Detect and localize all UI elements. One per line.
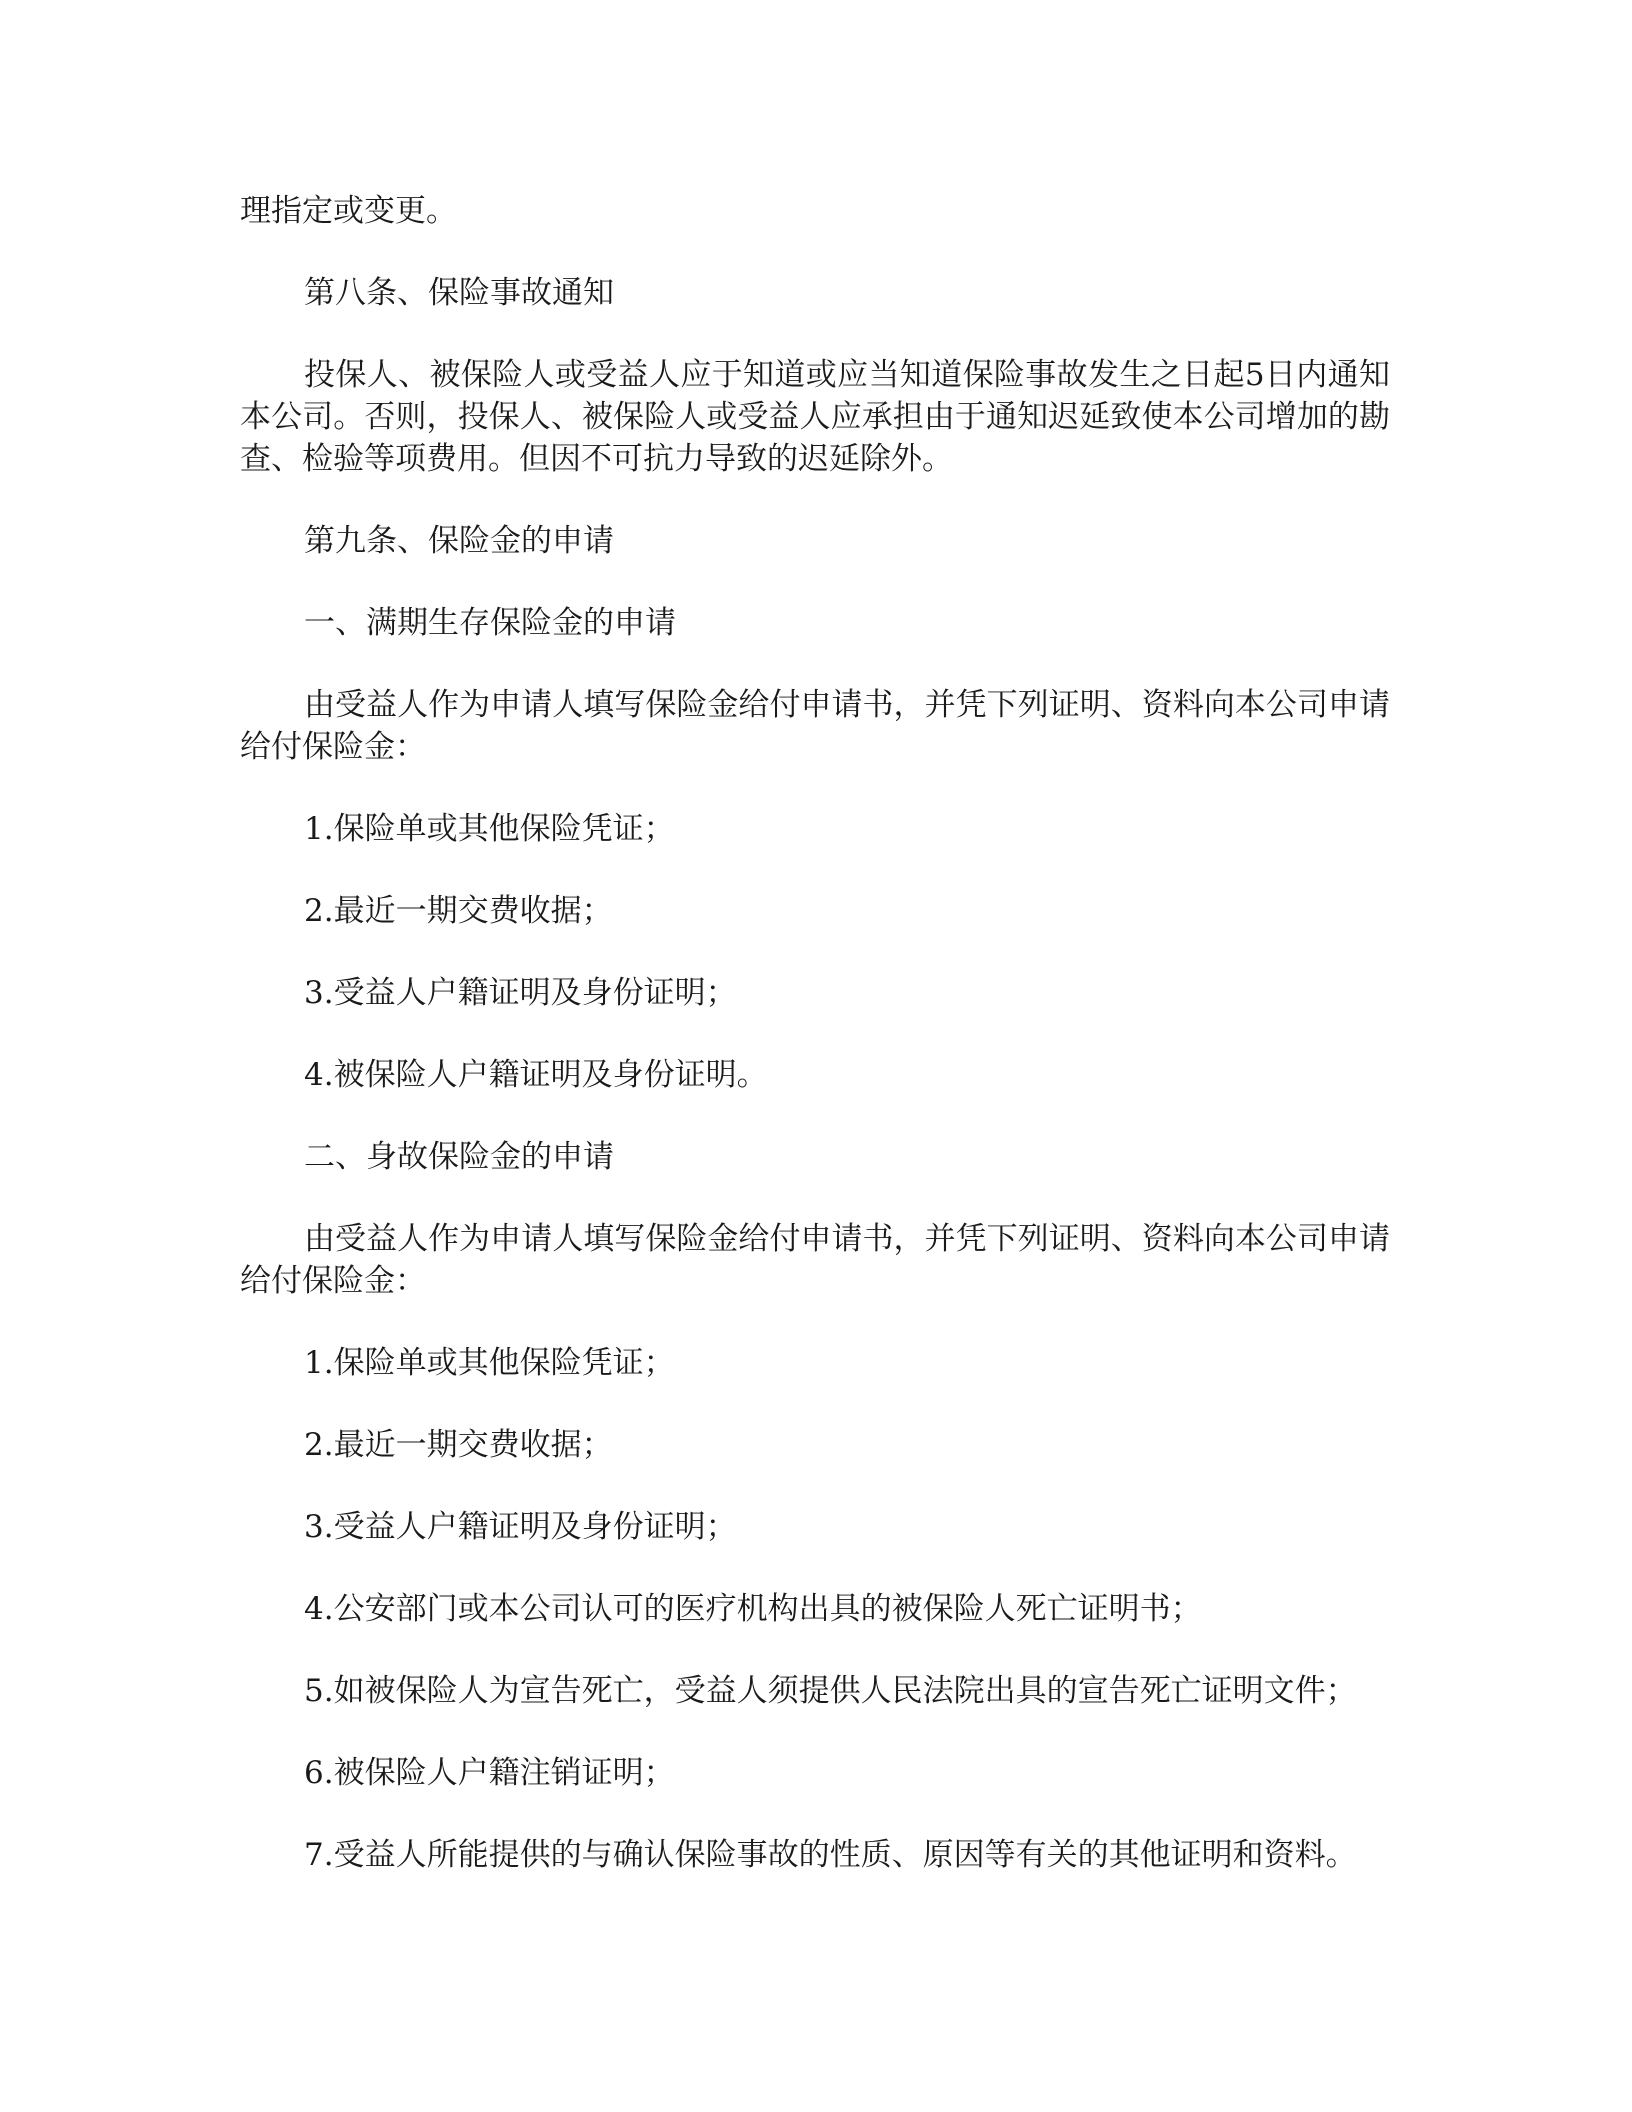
section-1-item-4: 4.被保险人户籍证明及身份证明。: [304, 1057, 768, 1093]
paragraph-continuation: 理指定或变更。: [240, 193, 457, 229]
section-2-item-5: 5.如被保险人为宣告死亡，受益人须提供人民法院出具的宣告死亡证明文件；: [304, 1673, 1357, 1709]
article-9-heading: 第九条、保险金的申请: [304, 523, 614, 559]
section-2-item-1: 1.保险单或其他保险凭证；: [304, 1345, 675, 1381]
section-1-heading: 一、满期生存保险金的申请: [304, 605, 676, 641]
section-2-item-3: 3.受益人户籍证明及身份证明；: [304, 1509, 737, 1545]
section-1-item-3: 3.受益人户籍证明及身份证明；: [304, 975, 737, 1011]
document-body: [240, 190, 1390, 1876]
section-2-heading: 二、身故保险金的申请: [304, 1139, 614, 1175]
section-2-intro: 由受益人作为申请人填写保险金给付申请书，并凭下列证明、资料向本公司申请给付保险金：: [240, 1221, 1390, 1299]
section-2-item-2: 2.最近一期交费收据；: [304, 1427, 613, 1463]
section-2-item-4: 4.公安部门或本公司认可的医疗机构出具的被保险人死亡证明书；: [304, 1591, 1202, 1627]
section-2-item-7: 7.受益人所能提供的与确认保险事故的性质、原因等有关的其他证明和资料。: [304, 1837, 1357, 1873]
article-8-body: 投保人、被保险人或受益人应于知道或应当知道保险事故发生之日起5日内通知本公司。否则，投保人、被保险人或受益人应承担由于通知迟延致使本公司增加的勘查、检验等项费用。但因不可抗力导致的迟延除外。: [240, 357, 1390, 477]
article-8-heading: 第八条、保险事故通知: [304, 275, 614, 311]
section-1-item-2: 2.最近一期交费收据；: [304, 893, 613, 929]
section-1-item-1: 1.保险单或其他保险凭证；: [304, 811, 675, 847]
section-1-intro: 由受益人作为申请人填写保险金给付申请书，并凭下列证明、资料向本公司申请给付保险金：: [240, 687, 1390, 765]
section-2-item-6: 6.被保险人户籍注销证明；: [304, 1755, 675, 1791]
